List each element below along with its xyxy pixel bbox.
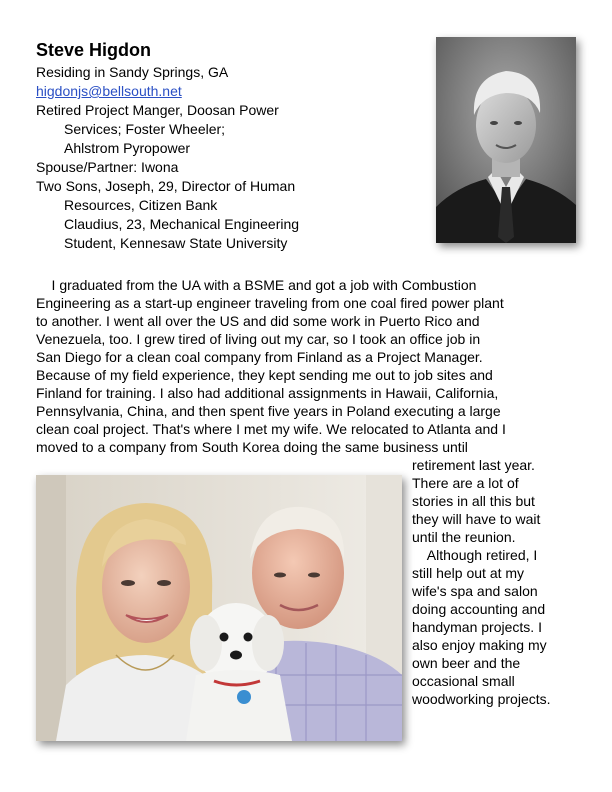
story-line: Pennsylvania, China, and then spent five years in Poland executing a large [36, 403, 501, 419]
yearbook-portrait-photo [436, 37, 576, 243]
story-line: handyman projects. I [412, 619, 542, 635]
family-photo [36, 475, 402, 741]
children-line: Two Sons, Joseph, 29, Director of Human [36, 178, 296, 194]
story-paragraph-1-continued [412, 456, 540, 546]
story-line: retirement last year. [412, 457, 535, 473]
children-line: Student, Kennesaw State University [64, 235, 288, 251]
profile-info [36, 63, 376, 253]
story-line: Because of my field experience, they kept sending me out to job sites and [36, 367, 493, 383]
story-line: Venezuela, too. I grew tired of living out my car, so I took an office job in [36, 331, 481, 347]
work-line: Retired Project Manger, Doosan Power [36, 102, 279, 118]
story-line: until the reunion. [412, 529, 516, 545]
profile-name: Steve Higdon [36, 40, 152, 60]
children-line: Resources, Citizen Bank [64, 197, 218, 213]
family-image [36, 475, 402, 741]
story-line: Although retired, I [412, 547, 538, 563]
portrait-image [436, 37, 576, 243]
story-line: There are a lot of [412, 475, 519, 491]
story-line: also enjoy making my [412, 637, 547, 653]
story-line: I graduated from the UA with a BSME and got a job with Combustion [36, 277, 477, 293]
work-line: Services; Foster Wheeler; [64, 121, 226, 137]
story-line: wife's spa and salon [412, 583, 538, 599]
spouse: Spouse/Partner: Iwona [36, 159, 179, 175]
story-line: occasional small [412, 673, 515, 689]
story-line: woodworking projects. [412, 691, 551, 707]
residence: Residing in Sandy Springs, GA [36, 64, 229, 80]
children-line: Claudius, 23, Mechanical Engineering [64, 216, 300, 232]
story-paragraph-1 [36, 276, 506, 456]
story-line: to another. I went all over the US and did some work in Puerto Rico and [36, 313, 480, 329]
story-line: San Diego for a clean coal company from Finland as a Project Manager. [36, 349, 483, 365]
story-line: Finland for training. I also had additional assignments in Hawaii, California, [36, 385, 499, 401]
story-line: Engineering as a start-up engineer traveling from one coal fired power plant [36, 295, 504, 311]
story-line: they will have to wait [412, 511, 541, 527]
story-line: clean coal project. That's where I met my wife. We relocated to Atlanta and I [36, 421, 506, 437]
story-paragraph-2 [412, 546, 551, 708]
story-line: stories in all this but [412, 493, 535, 509]
work-line: Ahlstrom Pyropower [64, 140, 191, 156]
story-line: own beer and the [412, 655, 521, 671]
story-line: doing accounting and [412, 601, 546, 617]
story-line: moved to a company from South Korea doing the same business until [36, 439, 468, 455]
email-link[interactable]: higdonjs@bellsouth.net [36, 83, 182, 99]
story-line: still help out at my [412, 565, 525, 581]
